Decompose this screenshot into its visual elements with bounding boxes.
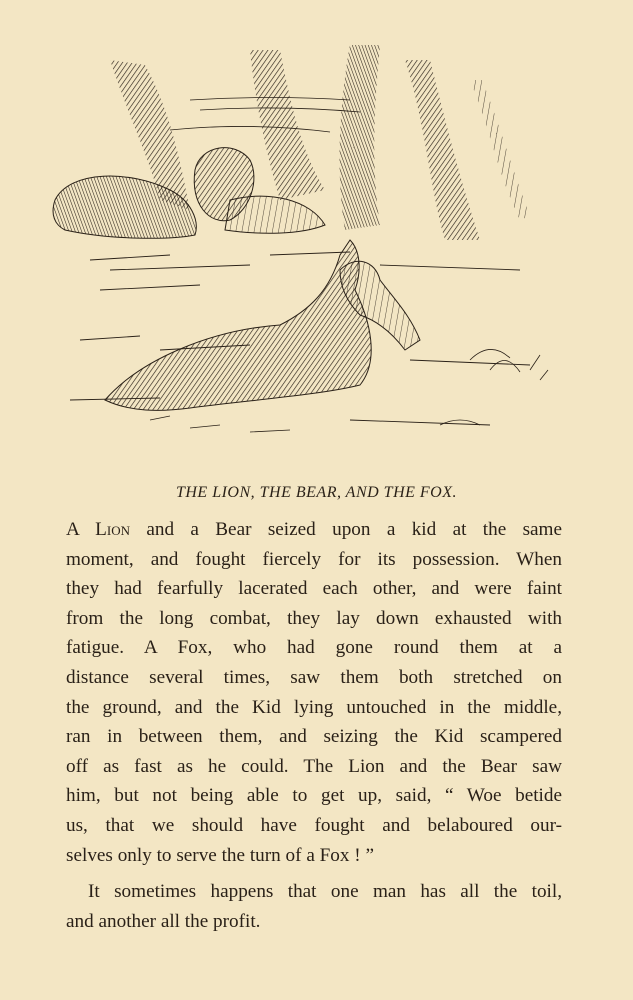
text-line: the ground, and the Kid lying untouched in the middle, (66, 696, 562, 718)
story-title: THE LION, THE BEAR, AND THE FOX. (175, 484, 458, 501)
text-line: fatigue. A Fox, who had gone round them at a (66, 637, 562, 659)
paragraph-moral (66, 877, 562, 936)
text-line: moment, and fought fiercely for its possession. When (66, 548, 562, 570)
tree-trunk-center (250, 50, 325, 200)
engraving-lion-bear-fox (50, 40, 570, 450)
paragraph-main (66, 515, 562, 870)
lion-body (225, 196, 325, 233)
text-line: distance several times, saw them both stretched on (66, 666, 562, 688)
text-line: off as fast as he could. The Lion and the Bear saw (66, 755, 562, 777)
text-line: from the long combat, they lay down exhausted with (66, 607, 562, 629)
text-line: It sometimes happens that one man has all the toil, (88, 881, 562, 902)
illustration-svg (50, 40, 570, 450)
text-line: A Lion and a Bear seized upon a kid at the same (66, 519, 562, 540)
text-line: ran in between them, and seizing the Kid scampered (66, 726, 562, 748)
tree-trunk-right (340, 45, 380, 230)
text-line: they had fearfully lacerated each other, and were faint (66, 578, 562, 600)
lead-words: A Lion (66, 519, 130, 540)
text-line: selves only to serve the turn of a Fox ! ” (66, 844, 374, 866)
text-line: and another all the profit. (66, 910, 261, 932)
tree-trunk-far-right (405, 60, 480, 240)
text-line: us, that we should have fought and belaboured our- (66, 814, 562, 836)
text-line: him, but not being able to get up, said, “ Woe betide (66, 785, 562, 807)
